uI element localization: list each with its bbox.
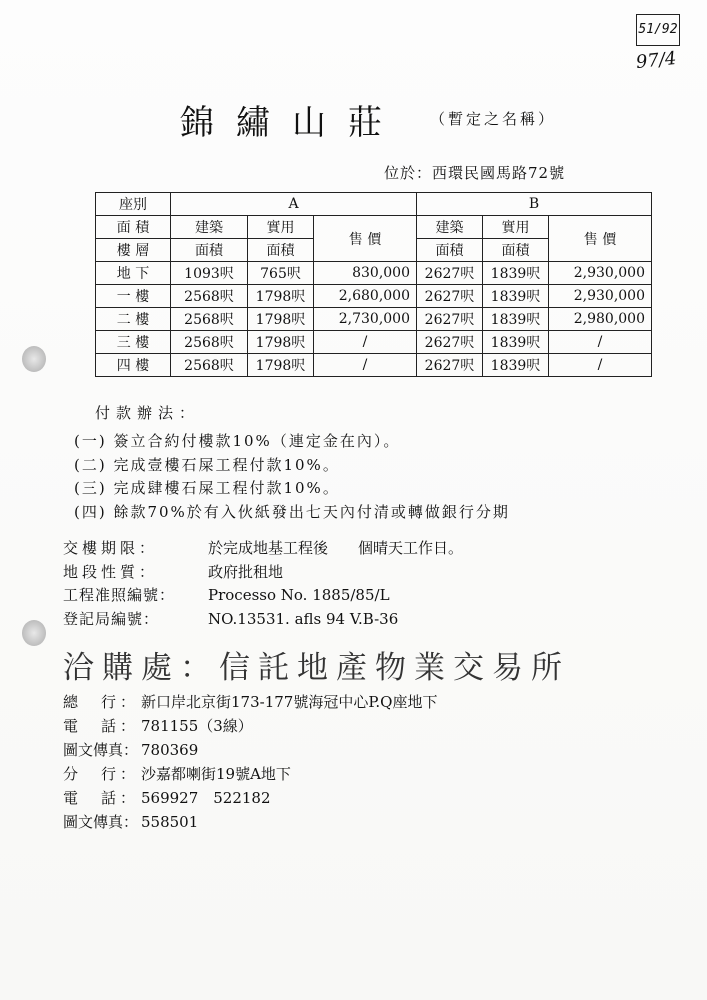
a-price-cell: 830,000: [314, 262, 417, 285]
handwritten-note: 97/4: [635, 47, 678, 74]
contact-label: 圖文傳真：: [63, 741, 139, 759]
a-built-cell: 2568呎: [171, 285, 248, 308]
payment-item: (一) 簽立合約付樓款10%（連定金在內）。: [74, 432, 401, 450]
property-info: [63, 537, 463, 631]
b-built-cell: 2627呎: [417, 331, 483, 354]
header-built: 建築: [171, 216, 248, 239]
table-row: [96, 354, 652, 377]
table-row: [96, 262, 652, 285]
header-usable-2: 面積: [248, 239, 314, 262]
contact-info: [63, 690, 437, 834]
a-usable-cell: 1798呎: [248, 308, 314, 331]
contact-value: 781155（3線）: [141, 717, 253, 735]
header-usable-2: 面積: [483, 239, 549, 262]
contact-row: [63, 714, 437, 738]
info-row: [63, 608, 463, 632]
b-built-cell: 2627呎: [417, 262, 483, 285]
payment-item: (二) 完成壹樓石屎工程付款10%。: [74, 455, 340, 474]
header-floor: 樓 層: [96, 239, 171, 262]
info-label: 登記局編號：: [63, 609, 160, 628]
info-label: 地段性質：: [63, 562, 159, 581]
info-row: [63, 584, 463, 608]
contact-row: [63, 786, 437, 810]
b-price-cell: 2,980,000: [549, 308, 652, 331]
payment-terms: [74, 430, 510, 524]
contact-label: 總 行：: [63, 693, 140, 711]
a-built-cell: 2568呎: [171, 354, 248, 377]
a-usable-cell: 765呎: [248, 262, 314, 285]
header-price: 售 價: [314, 216, 417, 262]
a-usable-cell: 1798呎: [248, 331, 314, 354]
info-value: 於完成地基工程後 個晴天工作日。: [208, 539, 464, 557]
b-built-cell: 2627呎: [417, 285, 483, 308]
header-usable: 實用: [483, 216, 549, 239]
header-area: 面 積: [96, 216, 171, 239]
info-label: 交樓期限：: [63, 539, 159, 557]
b-usable-cell: 1839呎: [483, 308, 549, 331]
b-price-cell: 2,930,000: [549, 285, 652, 308]
contact-row: [63, 690, 437, 714]
a-price-cell: 2,730,000: [314, 308, 417, 331]
contact-value: 780369: [141, 741, 199, 759]
a-price-cell: /: [314, 354, 417, 377]
header-a: A: [171, 193, 417, 216]
header-built-2: 面積: [417, 239, 483, 262]
contact-label: 分 行：: [63, 765, 140, 783]
page-title: 錦繡山莊: [180, 103, 404, 143]
address: 位於：西環民國馬路72號: [384, 164, 566, 182]
table-row: [96, 331, 652, 354]
info-row: [63, 537, 463, 561]
punch-hole: [22, 620, 46, 646]
b-usable-cell: 1839呎: [483, 262, 549, 285]
a-usable-cell: 1798呎: [248, 285, 314, 308]
a-built-cell: 1093呎: [171, 262, 248, 285]
floor-cell: 三 樓: [96, 331, 171, 354]
b-price-cell: 2,930,000: [549, 262, 652, 285]
contact-label: 圖文傳真：: [63, 813, 139, 831]
contact-row: [63, 762, 437, 786]
info-label: 工程准照編號：: [63, 586, 176, 604]
contact-row: [63, 810, 437, 834]
floor-cell: 地 下: [96, 262, 171, 285]
contact-label: 電 話：: [63, 789, 140, 807]
info-value: Processo No. 1885/85/L: [208, 586, 390, 604]
floor-cell: 一 樓: [96, 285, 171, 308]
punch-hole: [22, 346, 46, 372]
payment-label: 付款辦法：: [95, 404, 201, 422]
b-usable-cell: 1839呎: [483, 331, 549, 354]
header-usable: 實用: [248, 216, 314, 239]
b-usable-cell: 1839呎: [483, 354, 549, 377]
header-price: 售 價: [549, 216, 652, 262]
a-built-cell: 2568呎: [171, 308, 248, 331]
contact-value: 569927 522182: [141, 789, 271, 807]
a-price-cell: 2,680,000: [314, 285, 417, 308]
contact-label: 電 話：: [63, 717, 140, 735]
title-note: （暫定之名稱）: [430, 110, 557, 128]
contact-row: [63, 738, 437, 762]
header-seat: 座別: [96, 193, 171, 216]
info-row: [63, 561, 463, 585]
a-usable-cell: 1798呎: [248, 354, 314, 377]
payment-item: (四) 餘款70%於有入伙紙發出七天內付清或轉做銀行分期: [74, 502, 510, 521]
price-table: [95, 192, 652, 377]
b-built-cell: 2627呎: [417, 308, 483, 331]
info-value: 政府批租地: [208, 562, 284, 581]
page-number: 51/92: [636, 14, 680, 46]
info-value: NO.13531. afls 94 V.B-36: [208, 609, 399, 628]
a-built-cell: 2568呎: [171, 331, 248, 354]
agency-heading: 洽購處：信託地產物業交易所: [63, 650, 570, 686]
a-price-cell: /: [314, 331, 417, 354]
table-row: [96, 285, 652, 308]
b-usable-cell: 1839呎: [483, 285, 549, 308]
header-built: 建築: [417, 216, 483, 239]
header-b: B: [417, 193, 652, 216]
table-row: [96, 308, 652, 331]
floor-cell: 四 樓: [96, 354, 171, 377]
contact-value: 沙嘉都喇街19號A地下: [141, 765, 291, 783]
b-built-cell: 2627呎: [417, 354, 483, 377]
floor-cell: 二 樓: [96, 308, 171, 331]
contact-value: 558501: [141, 813, 199, 831]
b-price-cell: /: [549, 354, 652, 377]
contact-value: 新口岸北京街173-177號海冠中心P.Q座地下: [141, 693, 438, 711]
payment-item: (三) 完成肆樓石屎工程付款10%。: [74, 479, 340, 497]
b-price-cell: /: [549, 331, 652, 354]
header-built-2: 面積: [171, 239, 248, 262]
